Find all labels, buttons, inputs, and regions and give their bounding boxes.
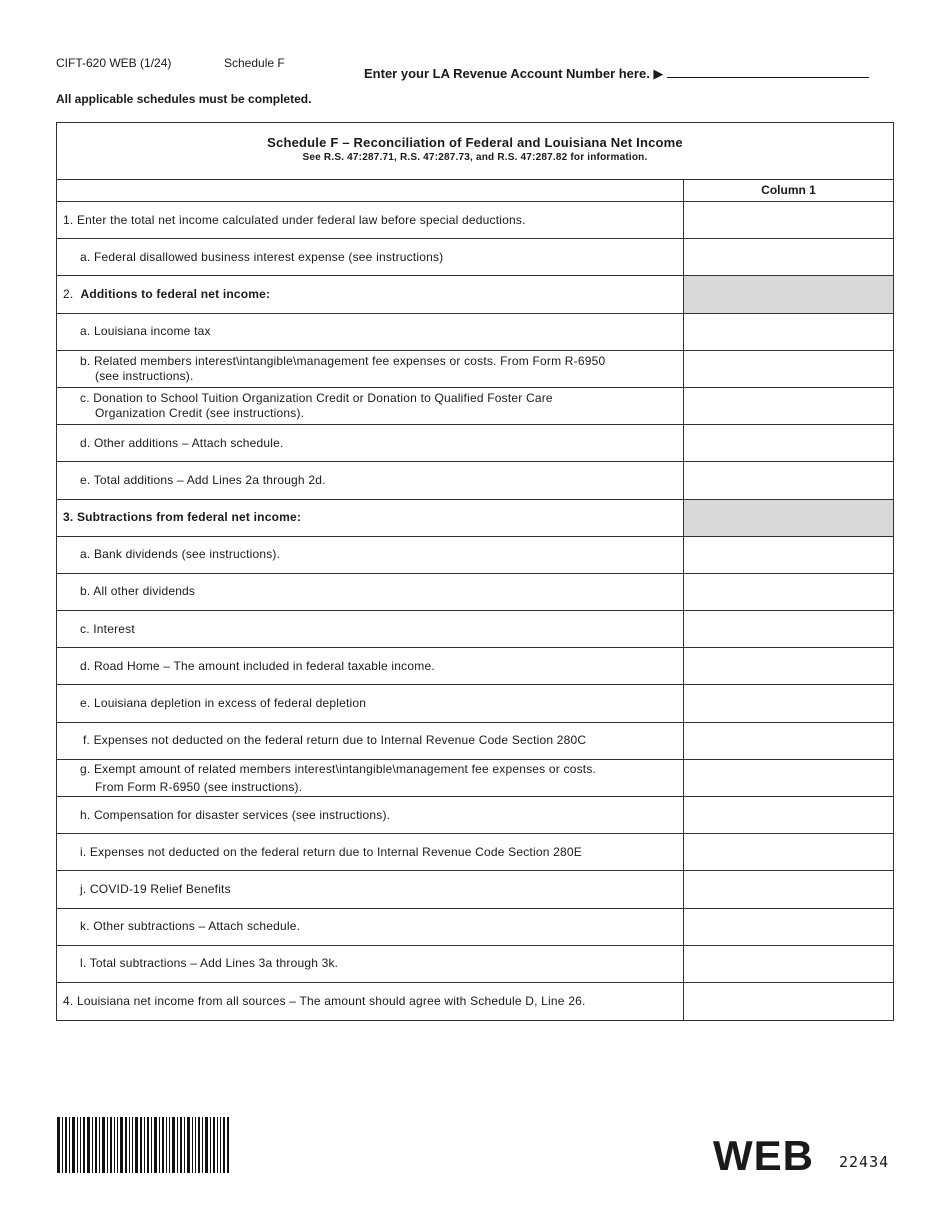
line-2d-row xyxy=(57,425,893,462)
line-3e-row xyxy=(57,685,893,722)
line-2-number: 2. xyxy=(63,286,74,301)
line-2a-label: a. Louisiana income tax xyxy=(57,314,684,350)
line-3c-input[interactable] xyxy=(684,611,893,647)
barcode-image xyxy=(57,1117,229,1173)
line-3f-row xyxy=(57,723,893,760)
line-1a-row xyxy=(57,239,893,276)
line-2b-label xyxy=(57,351,684,387)
line-3f-input[interactable] xyxy=(684,723,893,759)
line-2d-input[interactable] xyxy=(684,425,893,461)
line-2c-input[interactable] xyxy=(684,388,893,424)
account-prompt: Enter your LA Revenue Account Number here. ▶ xyxy=(364,66,664,81)
schedule-f-form xyxy=(56,122,894,1021)
line-3i-label: i. Expenses not deducted on the federal return due to Internal Revenue Code Section 280E xyxy=(57,834,684,870)
line-1a-label: a. Federal disallowed business interest expense (see instructions) xyxy=(57,239,684,275)
web-mark: WEB xyxy=(713,1132,814,1179)
line-3b-row xyxy=(57,574,893,611)
line-3g-label xyxy=(57,760,684,796)
line-3k-row xyxy=(57,909,893,946)
line-2a-row xyxy=(57,314,893,351)
line-2d-label: d. Other additions – Attach schedule. xyxy=(57,425,684,461)
line-3-shaded-cell xyxy=(684,500,893,536)
line-2b-input[interactable] xyxy=(684,351,893,387)
line-3k-input[interactable] xyxy=(684,909,893,945)
schedule-label: Schedule F xyxy=(224,56,285,70)
line-1a-input[interactable] xyxy=(684,239,893,275)
line-3b-input[interactable] xyxy=(684,574,893,610)
line-4-row xyxy=(57,983,893,1020)
line-2c-text-1: c. Donation to School Tuition Organization Credit or Donation to Qualified Foster Care xyxy=(80,391,553,406)
line-2b-row xyxy=(57,351,893,388)
line-2e-input[interactable] xyxy=(684,462,893,498)
line-3g-text-2: From Form R-6950 (see instructions). xyxy=(95,779,303,794)
form-subtitle: See R.S. 47:287.71, R.S. 47:287.73, and R.S. 47:287.82 for information. xyxy=(302,152,648,163)
line-3-label: 3. Subtractions from federal net income: xyxy=(57,500,684,536)
line-3g-input[interactable] xyxy=(684,760,893,796)
line-3j-label: j. COVID-19 Relief Benefits xyxy=(57,871,684,907)
line-3a-input[interactable] xyxy=(684,537,893,573)
line-3h-row xyxy=(57,797,893,834)
line-2-shaded-cell xyxy=(684,276,893,312)
line-3h-label: h. Compensation for disaster services (see instructions). xyxy=(57,797,684,833)
line-3c-label: c. Interest xyxy=(57,611,684,647)
line-3i-row xyxy=(57,834,893,871)
line-3l-row xyxy=(57,946,893,983)
line-2c-label xyxy=(57,388,684,424)
account-number-field[interactable] xyxy=(667,67,869,78)
line-2b-text-2: (see instructions). xyxy=(95,368,194,383)
line-3e-label: e. Louisiana depletion in excess of federal depletion xyxy=(57,685,684,721)
line-3k-label: k. Other subtractions – Attach schedule. xyxy=(57,909,684,945)
line-3i-input[interactable] xyxy=(684,834,893,870)
line-3j-input[interactable] xyxy=(684,871,893,907)
line-2a-input[interactable] xyxy=(684,314,893,350)
line-3b-label: b. All other dividends xyxy=(57,574,684,610)
form-title-box xyxy=(57,123,893,180)
line-1-input[interactable] xyxy=(684,202,893,238)
line-3h-input[interactable] xyxy=(684,797,893,833)
line-1-row xyxy=(57,202,893,239)
line-3f-label: f. Expenses not deducted on the federal return due to Internal Revenue Code Section 280C xyxy=(57,723,684,759)
line-3c-row xyxy=(57,611,893,648)
line-3d-label: d. Road Home – The amount included in federal taxable income. xyxy=(57,648,684,684)
line-3g-text-1: g. Exempt amount of related members interest\intangible\management fee expenses or costs. xyxy=(80,761,597,776)
line-4-input[interactable] xyxy=(684,983,893,1020)
form-id: CIFT-620 WEB (1/24) xyxy=(56,56,172,70)
line-3-row xyxy=(57,500,893,537)
line-3l-input[interactable] xyxy=(684,946,893,982)
line-3d-input[interactable] xyxy=(684,648,893,684)
line-2b-text-1: b. Related members interest\intangible\management fee expenses or costs. From Form R-6950 xyxy=(80,353,606,368)
line-3d-row xyxy=(57,648,893,685)
line-1-label: 1. Enter the total net income calculated under federal law before special deductions. xyxy=(57,202,684,238)
line-3l-label: l. Total subtractions – Add Lines 3a through 3k. xyxy=(57,946,684,982)
line-3a-row xyxy=(57,537,893,574)
form-code: 22434 xyxy=(839,1153,890,1171)
line-3g-row xyxy=(57,760,893,797)
line-2e-label: e. Total additions – Add Lines 2a through 2d. xyxy=(57,462,684,498)
line-2-label xyxy=(57,276,684,312)
account-number-row xyxy=(364,66,869,82)
line-2e-row xyxy=(57,462,893,499)
line-2c-row xyxy=(57,388,893,425)
schedules-notice: All applicable schedules must be completed. xyxy=(56,92,312,106)
line-2c-text-2: Organization Credit (see instructions). xyxy=(95,406,305,421)
line-2-text: Additions to federal net income: xyxy=(80,286,271,301)
form-title: Schedule F – Reconciliation of Federal and Louisiana Net Income xyxy=(267,135,683,150)
line-2-row xyxy=(57,276,893,313)
line-3a-label: a. Bank dividends (see instructions). xyxy=(57,537,684,573)
column-1-header: Column 1 xyxy=(761,183,816,197)
column-header-row xyxy=(57,180,893,202)
line-3e-input[interactable] xyxy=(684,685,893,721)
line-4-label: 4. Louisiana net income from all sources – The amount should agree with Schedule D, Line 26. xyxy=(57,983,684,1020)
line-3j-row xyxy=(57,871,893,908)
